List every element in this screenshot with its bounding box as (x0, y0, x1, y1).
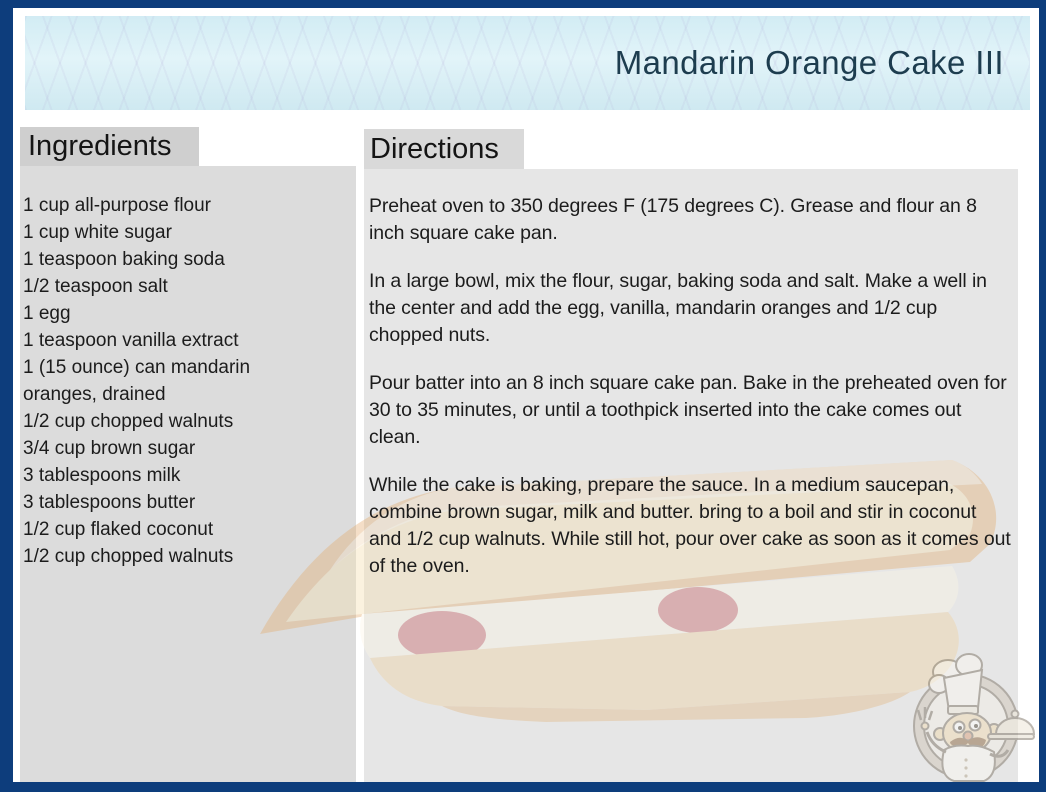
ingredients-heading (20, 127, 199, 166)
ingredient-item: 1 egg (23, 303, 71, 324)
ingredient-item: 1 teaspoon vanilla extract (23, 330, 239, 351)
ingredient-item: 1/2 cup chopped walnuts (23, 546, 234, 567)
directions-text (364, 169, 1013, 580)
ingredients-heading-label: Ingredients (28, 130, 172, 162)
directions-step: Preheat oven to 350 degrees F (175 degrees C). Grease and flour an 8 inch square cake pan. (369, 195, 977, 244)
page-border-right (1039, 0, 1046, 792)
ingredient-item: 1 teaspoon baking soda (23, 249, 225, 270)
directions-panel (364, 169, 1018, 782)
ingredients-panel (20, 166, 356, 782)
directions-step: Pour batter into an 8 inch square cake pan. Bake in the preheated oven for 30 to 35 minutes, or until a toothpick inserted into the cake comes out clean. (369, 372, 1007, 448)
ingredient-item: 1/2 cup chopped walnuts (23, 411, 234, 432)
ingredient-item: 3/4 cup brown sugar (23, 438, 196, 459)
page-title: Mandarin Orange Cake III (614, 44, 1004, 81)
ingredient-item: 1/2 teaspoon salt (23, 276, 168, 297)
directions-step: In a large bowl, mix the flour, sugar, baking soda and salt. Make a well in the center and add the egg, vanilla, mandarin oranges and 1/2 cup chopped nuts. (369, 270, 987, 346)
ingredient-item: 1 cup white sugar (23, 222, 172, 243)
directions-heading (364, 129, 524, 169)
title-banner (25, 16, 1030, 110)
page-border-left (0, 0, 13, 792)
page-border-top (0, 0, 1046, 8)
directions-step: While the cake is baking, prepare the sauce. In a medium saucepan, combine brown sugar, milk and butter. bring to a boil and stir in coconut and 1/2 cup walnuts. While still hot, pour over cake as soon as it comes out of the oven. (369, 474, 1011, 577)
ingredient-item: 3 tablespoons butter (23, 492, 196, 513)
ingredient-item: 3 tablespoons milk (23, 465, 181, 486)
ingredient-item: 1 cup all-purpose flour (23, 195, 211, 216)
directions-heading-label: Directions (370, 132, 499, 165)
ingredients-list (20, 166, 356, 570)
ingredient-item: 1/2 cup flaked coconut (23, 519, 214, 540)
ingredient-item: 1 (15 ounce) can mandarin oranges, drained (23, 357, 251, 405)
page-border-bottom (0, 782, 1046, 792)
